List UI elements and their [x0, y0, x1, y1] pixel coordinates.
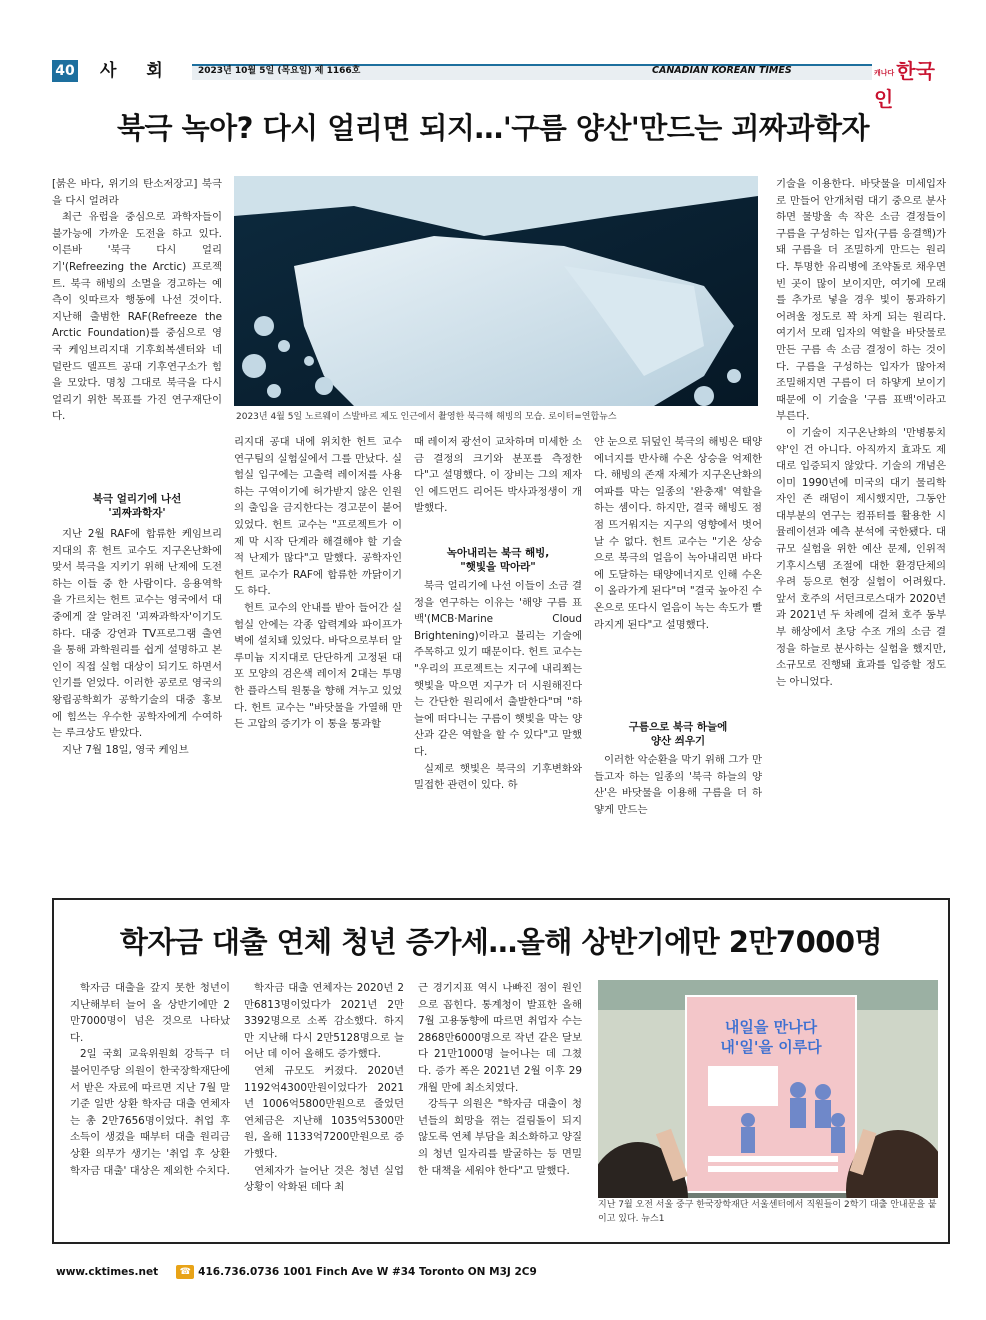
- paragraph: 때 레이저 광선이 교차하며 미세한 소금 결정의 크기와 분포를 측정한다"고 설명했다. 이 장비는 그의 제자인 에드먼드 리어든 박사과정생이 개발했다.: [414, 436, 582, 515]
- issue-date: 2023년 10월 5일 (목요일) 제 1166호: [198, 66, 361, 76]
- paragraph: 2일 국회 교육위원회 강득구 더불어민주당 의원이 한국장학재단에서 받은 자료에 따르면 지난 7월 말 기준 일반 상환 학자금 대출 연체자는 총 2만7656명이었다. 취업 후 소득이 생겼을 때부터 대출 원리금 상환 의무가 생기는 '취업 후 상환 학자금 대출' 대상은 제외한 수치다.: [70, 1048, 230, 1177]
- subheading-1: [52, 492, 222, 520]
- arctic-ice-image: [234, 176, 758, 406]
- logo-small-text: 캐나다: [874, 68, 895, 77]
- poster-line-1: 내일을 만나다: [724, 1018, 818, 1036]
- section-name: 사 회: [100, 61, 175, 81]
- student-loan-poster-photo: [598, 980, 938, 1198]
- subheading-line: 구름으로 북극 하늘에: [628, 721, 728, 733]
- paragraph: 지난 2월 RAF에 합류한 케임브리지대의 휴 헌트 교수도 지구온난화에 맞서 북극을 지키기 위해 난제에 도전하는 이들 중 한 사람이다. 응용역학을 가르치는 헌트 교수는 영국에서 대중에게 잘 알려진 '괴짜과학자'이기도 하다. 대중 강연과 TV프로그램 출연을 통해 과학원리를 쉽게 설명하고 본인이 직접 실험 대상이 되기도 하면서 인기를 얻었다. 이러한 공로로 영국의 왕립공학회가 공학기술의 대중 홍보에 힘쓰는 우수한 공학자에게 수여하는 루크상도 받았다.: [52, 528, 222, 740]
- article2-col2: [244, 980, 404, 1196]
- page-header: [52, 59, 950, 111]
- paragraph: 강득구 의원은 "학자금 대출이 청년들의 희망을 꺾는 걸림돌이 되지 않도록 연체 부담을 최소화하고 양질의 청년 일자리를 발굴하는 등 면밀한 대책을 세워야 한다"고 말했다.: [418, 1098, 582, 1177]
- newspaper-logo: [874, 58, 950, 111]
- paragraph: 지난 7월 18일, 영국 케임브: [62, 743, 189, 756]
- page-footer: [56, 1262, 946, 1282]
- footer-contact: 416.736.0736 1001 Finch Ave W #34 Toronto ON M3J 2C9: [198, 1266, 537, 1278]
- article1-col1-intro: [52, 176, 222, 425]
- article1-photo-caption: 2023년 4월 5일 노르웨이 스발바르 제도 인근에서 촬영한 북극해 해빙의 모습. 로이터=연합뉴스: [236, 412, 617, 422]
- poster-line-2: 내'일'을 이루다: [720, 1038, 822, 1056]
- article1-col4-top: [594, 434, 762, 633]
- subheading-3: [594, 720, 762, 748]
- article2-photo-caption: 지난 7월 오전 서울 중구 한국장학재단 서울센터에서 직원들이 2학기 대출 안내문을 붙이고 있다. 뉴스1: [598, 1200, 937, 1224]
- article1-headline: 북극 녹아? 다시 얼리면 되지…'구름 양산'만드는 괴짜과학자: [117, 111, 869, 145]
- subheading-2: [414, 546, 582, 574]
- paragraph: 헌트 교수의 안내를 받아 들어간 실험실 안에는 각종 압력계와 파이프가 벽에 설치돼 있었다. 바닥으로부터 알루미늄 지지대로 단단하게 고정된 대포 모양의 검은색 레이저 2대는 투명한 플라스틱 원통을 향해 겨누고 있었다. 헌트 교수는 "바닷물을 가열해 만든 고압의 증기가 이 통을 통과할: [234, 601, 402, 731]
- article1-col1-body: [52, 526, 222, 758]
- footer-website[interactable]: www.cktimes.net: [56, 1266, 159, 1278]
- article2-col3: [418, 980, 582, 1179]
- page-number: 40: [52, 60, 78, 82]
- paragraph: 얀 눈으로 뒤덮인 북극의 해빙은 태양에너지를 반사해 수온 상승을 억제한다. 해빙의 존재 자체가 지구온난화의 여파를 막는 일종의 '완충재' 역할을 하는 셈이다. 하지만, 결국 해빙도 점점 뜨거워지는 지구의 영향에서 벗어날 수 없다. 헌트 교수는 "기온 상승으로 북극의 얼음이 녹아내리면 바다에 도달하는 태양에너지로 인해 수온이 올라가게 된다"며 "결국 높아진 수온으로 또다시 얼음이 녹는 속도가 빨라지게 된다"고 설명했다.: [594, 436, 762, 631]
- subheading-line: 녹아내리는 북극 해빙,: [446, 547, 550, 559]
- article1-col3-top: [414, 434, 582, 517]
- poster-photo-image: [598, 980, 938, 1198]
- paragraph: 연체 규모도 커졌다. 2020년 1192억4300만원이었다가 2021년 1006억5800만원으로 줄었던 연체금은 지난해 1035억5300만원, 올해 1133억7200만원으로 증가했다.: [244, 1064, 404, 1160]
- paper-name: CANADIAN KOREAN TIMES: [652, 65, 792, 76]
- subheading-line: 북극 얼리기에 나선: [92, 493, 182, 505]
- paragraph: [붉은 바다, 위기의 탄소저장고] 북극을 다시 얼려라: [52, 178, 222, 207]
- subheading-line: "햇빛을 막아라": [460, 561, 536, 573]
- arctic-ice-photo: [234, 176, 758, 406]
- paragraph: 최근 유럽을 중심으로 과학자들이 불가능에 가까운 도전을 하고 있다. 이른바 '북극 다시 얼리기'(Refreezing the Arctic) 프로젝트. 북극 해빙의 소멸을 경고하는 예측이 잇따르자 행동에 나선 것이다. 지난해 출범한 RAF(Refreeze the Arctic Foundation)를 중심으로 영국 케임브리지대 기후회복센터와 네덜란드 델프트 공대 기후연구소가 힘을 모았다. 명칭 그대로 북극을 다시 얼리기 위한 목표를 가진 연구재단이다.: [52, 211, 222, 423]
- paragraph: 연체자가 늘어난 것은 청년 실업 상황이 악화된 데다 최: [244, 1164, 404, 1194]
- paragraph: 이 기술이 지구온난화의 '만병통치약'인 건 아니다. 아직까지 효과도 제대로 입증되지 않았다. 기술의 개념은 이미 1990년에 미국의 대기 물리학자인 존 래덤이 제시했지만, 그동안 대부분의 연구는 컴퓨터를 활용한 시뮬레이션과 예측 분석에 국한됐다. 대규모 실험을 위한 예산 문제, 인위적 기후시스템 조절에 대한 환경단체의 우려 등으로 현장 실험이 어려웠다. 앞서 호주의 서던크로스대가 2020년과 2021년 두 차례에 걸쳐 호주 동부부 해상에서 초당 수조 개의 소금 결정을 하늘로 분사하는 실험을 했지만, 소규모로 진행돼 효과를 입증할 정도는 아니었다.: [776, 426, 946, 688]
- article2-headline: 학자금 대출 연체 청년 증가세…올해 상반기에만 2만7000명: [119, 925, 883, 959]
- logo-text: 한국인: [874, 59, 935, 111]
- article1-col5: [776, 176, 946, 690]
- paragraph: 기술을 이용한다. 바닷물을 미세입자로 만들어 안개처럼 대기 중으로 분사하면 물방울 속 작은 소금 결정들이 구름을 구성하는 입자(구름 응결핵)가 돼 구름을 더 조밀하게 만드는 원리다. 투명한 유리병에 조약돌로 채우면 빈 곳이 많이 보이지만, 여기에 모래를 추가로 넣을 경우 빛이 통과하기 어려울 정도로 꽉 차게 되는 원리다. 여기서 모래 입자의 역할을 바닷물로 만든 구름 속 소금 결정이 하는 것이다. 구름을 구성하는 입자가 많아져 조밀해지면 구름이 더 하얗게 보이기 때문에 이 기술을 '구름 표백'이라고 부른다.: [776, 178, 946, 423]
- paragraph: 북극 얼리기에 나선 이들이 소금 결정을 연구하는 이유는 '해양 구름 표백'(MCB·Marine Cloud Brightening)이라고 불리는 기술에 주목하고 있기 때문이다. 헌트 교수는 "우리의 프로젝트는 지구에 내리쬐는 햇빛을 막으면 지구가 더 시원해진다는 간단한 원리에서 출발한다"며 "하늘에 떠다니는 구름이 햇빛을 막는 양산과 같은 역할을 할 수 있다"고 말했다.: [414, 580, 582, 758]
- article2-col1: [70, 980, 230, 1179]
- paragraph: 실제로 햇빛은 북극의 기후변화와 밀접한 관련이 있다. 하: [414, 762, 582, 792]
- phone-icon: ☎: [176, 1265, 194, 1279]
- paragraph: 리지대 공대 내에 위치한 헌트 교수 연구팀의 실험실에서 그를 만났다. 실험실 입구에는 고출력 레이저를 사용하는 구역이기에 허가받지 않은 인원의 출입을 금지한다는 경고문이 붙어 있었다. 헌트 교수는 "프로젝트가 이제 막 시작 단계라 해결해야 할 기술적 난제가 많다"고 말했다. 공학자인 헌트 교수가 RAF에 합류한 까닭이기도 하다.: [234, 436, 402, 598]
- subheading-line: '괴짜과학자': [108, 507, 166, 519]
- article1-col3-bottom: [414, 578, 582, 794]
- paragraph: 학자금 대출을 갚지 못한 청년이 지난해부터 늘어 올 상반기에만 2만7000명이 넘은 것으로 나타났다.: [70, 982, 230, 1044]
- article1-col4-bottom: [594, 752, 762, 818]
- subheading-line: 양산 씌우기: [650, 735, 706, 747]
- paragraph: 이러한 악순환을 막기 위해 그가 만들고자 하는 일종의 '북극 하늘의 양산'은 바닷물을 이용해 구름을 더 하얗게 만드는: [594, 754, 762, 816]
- paragraph: 근 경기지표 역시 나빠진 점이 원인으로 꼽힌다. 통계청이 발표한 올해 7월 고용동향에 따르면 취업자 수는 2868만6000명으로 작년 같은 달보다 21만1000명 늘어나는 데 그쳤다. 증가 폭은 2021년 2월 이후 29개월 만에 최소치였다.: [418, 982, 582, 1094]
- paragraph: 학자금 대출 연체자는 2020년 2만6813명이었다가 2021년 2만3392명으로 소폭 감소했다. 하지만 지난해 다시 2만5128명으로 늘어난 데 이어 올해도 증가했다.: [244, 982, 404, 1061]
- article1-col2: [234, 434, 402, 733]
